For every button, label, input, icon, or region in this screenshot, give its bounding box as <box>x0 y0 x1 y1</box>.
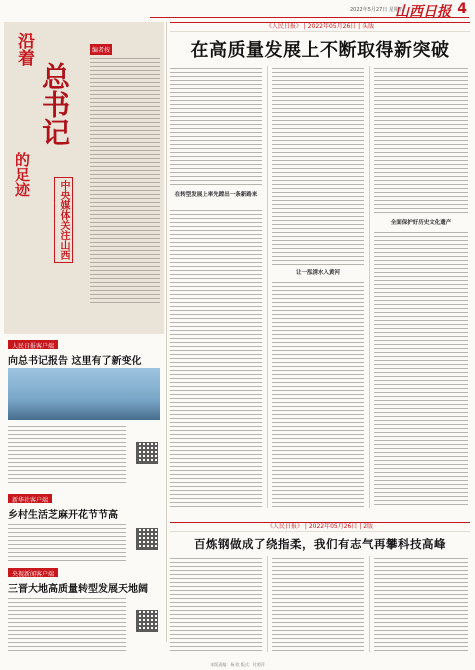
article-1-col-3 <box>374 66 468 216</box>
article-1-col-1 <box>170 66 262 186</box>
column-divider <box>267 66 268 508</box>
feature-banner <box>4 22 164 334</box>
section-title-1: 向总书记报告 这里有了新变化 <box>8 356 142 367</box>
article-2-col-3 <box>374 556 468 652</box>
left-column <box>4 22 164 666</box>
qr-code-icon <box>136 528 158 550</box>
banner-title-c: 的足迹 <box>13 152 31 197</box>
page-footer: 本版责编：杨 欧 版式：付照萍 <box>210 662 265 667</box>
article-1-subhead-3: 全面保护好历史文化遗产 <box>390 220 452 226</box>
editor-note-text <box>90 56 160 306</box>
article-1-subhead-2: 让一泓清水入黄河 <box>295 270 340 276</box>
article-2-headline: 百炼钢做成了绕指柔，我们有志气再攀科技高峰 <box>194 537 446 551</box>
qr-code-icon <box>136 610 158 632</box>
column-divider <box>267 556 268 652</box>
section-1-text <box>8 424 126 486</box>
article-1-col-1b <box>170 208 262 508</box>
editor-note-label: 编者按 <box>90 44 112 55</box>
section-label-3: 央视新闻客户端 <box>8 568 58 577</box>
page-header <box>150 1 469 20</box>
article-1-subhead-1: 在转型发展上率先蹚出一条新路来 <box>174 192 258 198</box>
article-1-col-2 <box>272 66 364 266</box>
riverside-photo <box>8 368 160 420</box>
article-2-tag: 《人民日报》 | 2022年05月26日 | 2版 <box>170 522 470 532</box>
section-title-2: 乡村生活芝麻开花节节高 <box>8 510 118 521</box>
section-label-1: 人民日报客户端 <box>8 340 58 349</box>
section-title-3: 三晋大地高质量转型发展天地阔 <box>8 584 148 595</box>
column-divider <box>166 22 167 642</box>
right-column <box>170 22 470 666</box>
article-2-col-1 <box>170 556 262 652</box>
banner-subtitle: 中央媒体关注山西 <box>54 177 73 263</box>
article-1-col-2b <box>272 280 364 508</box>
issue-date: 2022年5月27日 星期五 <box>350 7 404 13</box>
banner-title-b: 总书记 <box>38 62 71 146</box>
section-label-2: 新华社客户端 <box>8 494 52 503</box>
article-1-headline: 在高质量发展上不断取得新突破 <box>190 40 450 61</box>
article-2-col-2 <box>272 556 364 652</box>
article-1-tag: 《人民日报》 | 2022年05月26日 | 头版 <box>170 22 470 32</box>
masthead: 山西日报 <box>395 4 451 20</box>
section-2-text <box>8 522 126 562</box>
banner-title-a: 沿着 <box>14 32 34 66</box>
section-3-text <box>8 596 126 652</box>
qr-code-icon <box>136 442 158 464</box>
article-1-col-3b <box>374 230 468 508</box>
page-number: 4 <box>457 1 467 17</box>
column-divider <box>369 66 370 508</box>
column-divider <box>369 556 370 652</box>
